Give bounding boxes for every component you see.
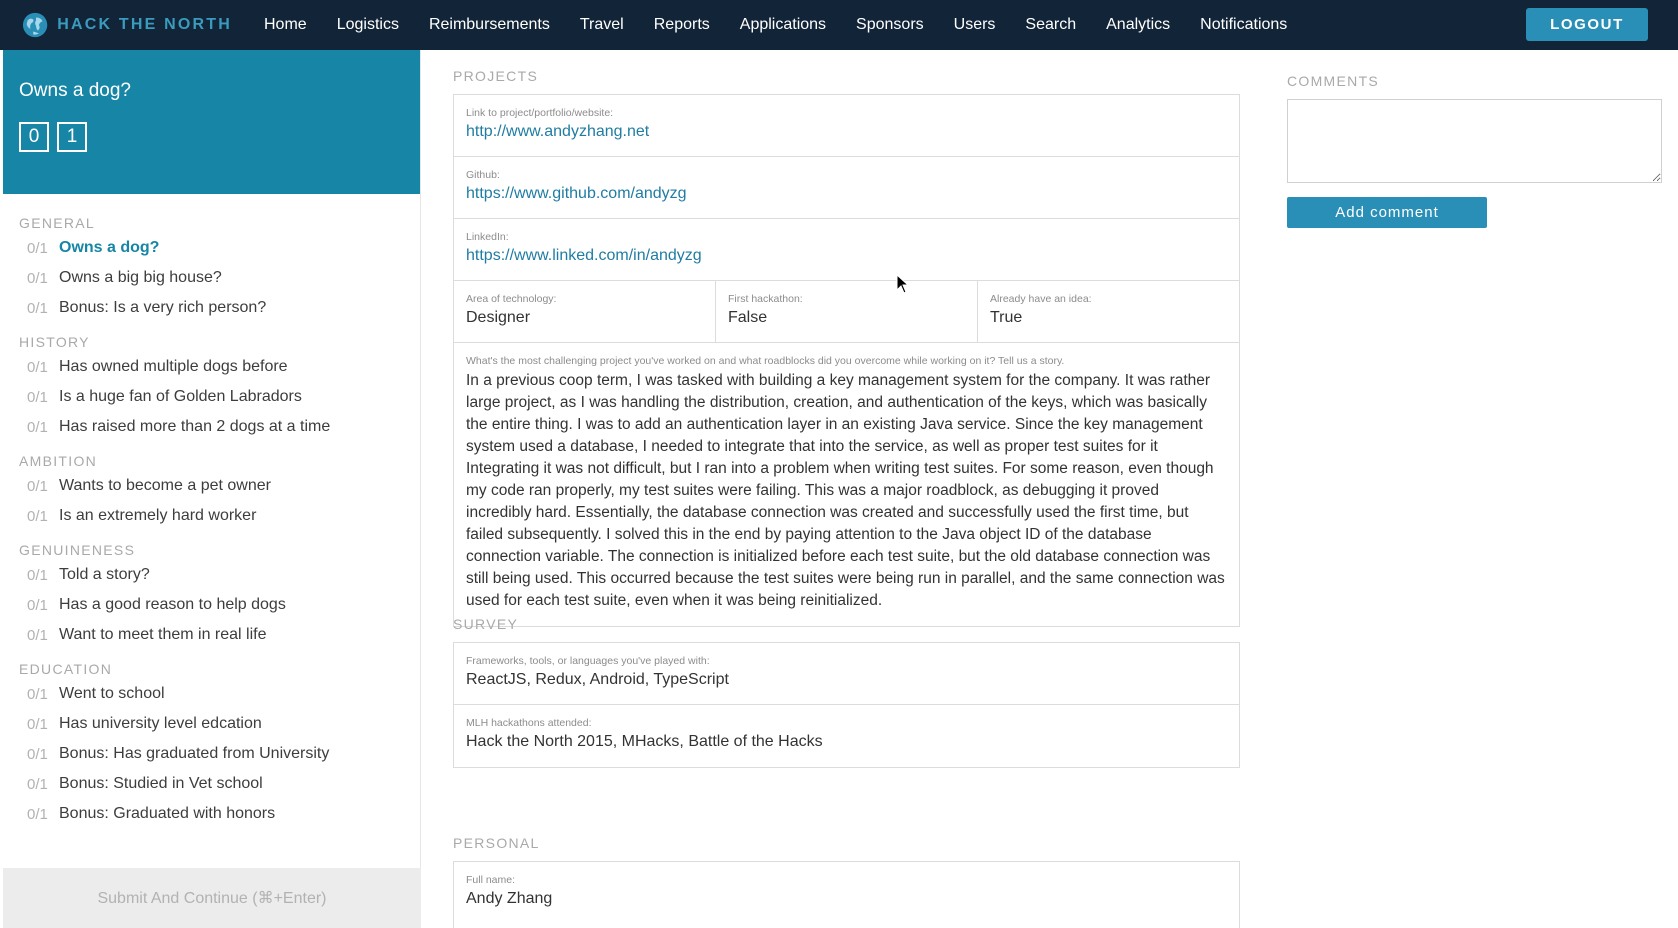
criterion-label: Went to school	[59, 685, 165, 702]
criterion-item[interactable]	[27, 560, 420, 590]
field-label: What's the most challenging project you've worked on and what roadblocks did you overcome while working on it? Tell us a story.	[466, 355, 1065, 367]
nav-analytics[interactable]: Analytics	[1106, 16, 1171, 33]
section-label-projects: PROJECTS	[453, 68, 539, 84]
mouse-pointer-icon	[896, 274, 910, 294]
criterion-label: Has a good reason to help dogs	[59, 596, 286, 613]
criterion-label: Owns a dog?	[59, 239, 160, 256]
field-label: LinkedIn:	[466, 231, 509, 243]
criterion-score: 0/1	[27, 358, 48, 376]
criterion-score: 0/1	[27, 477, 48, 495]
submit-and-continue-button[interactable]: Submit And Continue (⌘+Enter)	[3, 868, 421, 928]
linkedin-link[interactable]: https://www.linked.com/in/andyzg	[466, 247, 702, 264]
mlh-hackathons-field	[454, 705, 1239, 767]
criterion-label: Bonus: Is a very rich person?	[59, 299, 267, 316]
criterion-score: 0/1	[27, 388, 48, 406]
area-of-technology-field	[454, 281, 716, 342]
score-option-1[interactable]: 1	[57, 122, 87, 152]
brand[interactable]	[22, 11, 232, 39]
github-field	[454, 157, 1239, 219]
criterion-label: Bonus: Has graduated from University	[59, 745, 330, 762]
criterion-score: 0/1	[27, 507, 48, 525]
nav-travel[interactable]: Travel	[579, 16, 624, 33]
score-options	[19, 122, 404, 152]
current-criterion-title: Owns a dog?	[19, 80, 131, 101]
field-label: MLH hackathons attended:	[466, 717, 592, 729]
field-label: Area of technology:	[466, 293, 557, 305]
application-details	[453, 50, 1241, 928]
comment-textarea[interactable]	[1287, 99, 1662, 183]
criterion-score: 0/1	[27, 269, 48, 287]
field-label: Full name:	[466, 874, 516, 886]
criterion-score: 0/1	[27, 775, 48, 793]
criterion-item[interactable]	[27, 352, 420, 382]
github-link[interactable]: https://www.github.com/andyzg	[466, 185, 687, 202]
criterion-label: Is a huge fan of Golden Labradors	[59, 388, 302, 405]
criterion-item[interactable]	[27, 471, 420, 501]
field-value: False	[728, 309, 768, 326]
criterion-item[interactable]	[27, 679, 420, 709]
field-label: Github:	[466, 169, 500, 181]
criterion-label: Is an extremely hard worker	[59, 507, 257, 524]
criterion-item[interactable]	[27, 293, 420, 323]
frameworks-field	[454, 643, 1239, 705]
criterion-item[interactable]	[27, 501, 420, 531]
nav-notifications[interactable]: Notifications	[1200, 16, 1288, 33]
first-hackathon-field	[716, 281, 978, 342]
full-name-field	[454, 862, 1239, 924]
nav-search[interactable]: Search	[1025, 16, 1077, 33]
criterion-label: Want to meet them in real life	[59, 626, 267, 643]
tech-info-row	[454, 281, 1239, 343]
add-comment-button[interactable]: Add comment	[1287, 197, 1487, 228]
personal-card	[453, 861, 1240, 928]
criterion-item[interactable]	[27, 709, 420, 739]
challenging-project-field	[454, 343, 1239, 626]
criterion-score: 0/1	[27, 566, 48, 584]
nav-applications[interactable]: Applications	[739, 16, 827, 33]
current-criterion-panel	[3, 50, 420, 194]
logout-button[interactable]: LOGOUT	[1526, 8, 1648, 41]
criterion-item[interactable]	[27, 799, 420, 829]
criterion-score: 0/1	[27, 715, 48, 733]
field-value: ReactJS, Redux, Android, TypeScript	[466, 671, 729, 688]
section-title-ambition: AMBITION	[19, 453, 98, 469]
nav-users[interactable]: Users	[953, 16, 996, 33]
section-title-history: HISTORY	[19, 334, 90, 350]
projects-card	[453, 94, 1240, 627]
criteria-sidebar	[3, 50, 421, 928]
criterion-item[interactable]	[27, 590, 420, 620]
section-label-personal: PERSONAL	[453, 835, 540, 851]
criterion-score: 0/1	[27, 685, 48, 703]
section-title-general: GENERAL	[19, 215, 96, 231]
criterion-item[interactable]	[27, 620, 420, 650]
field-value: Andy Zhang	[466, 890, 553, 907]
brand-name: HACK THE NORTH	[57, 16, 232, 33]
nav-reimbursements[interactable]: Reimbursements	[428, 16, 550, 33]
criterion-label: Wants to become a pet owner	[59, 477, 271, 494]
section-title-genuineness: GENUINENESS	[19, 542, 136, 558]
section-title-education: EDUCATION	[19, 661, 113, 677]
field-label: Frameworks, tools, or languages you've played with:	[466, 655, 710, 667]
criterion-item[interactable]	[27, 263, 420, 293]
nav-home[interactable]: Home	[264, 16, 307, 33]
story-text: In a previous coop term, I was tasked with building a key management system for the company. It was rather large project, as I was handling the distribution, creation, and authentication of the keys, which was basically the entire thing. I was to add an authentication layer in an existing Java service. Since the key management system used a database, I needed to integrate that into the service, as well as proper test suites for it Integrating it was not difficult, but I ran into a problem when writing test suites. For some reason, even though my code ran properly, my test suites were failing. This was a major roadblock, as debugging it proved incredibly hard. Essentially, the database connection was created and successfully used the first time, but failed subsequently. I solved this in the end by paying attention to the Java object ID of the database connection variable. The connection is initialized before each test suite, but the old database connection was still being used. This occurred because the test suites were being run in parallel, and the same connection was used for each test suite, even when it was being reinitialized.	[466, 372, 1225, 609]
field-label: First hackathon:	[728, 293, 803, 305]
criterion-score: 0/1	[27, 299, 48, 317]
field-label: Link to project/portfolio/website:	[466, 107, 614, 119]
score-option-0[interactable]: 0	[19, 122, 49, 152]
criterion-score: 0/1	[27, 596, 48, 614]
survey-card	[453, 642, 1240, 768]
nav-logistics[interactable]: Logistics	[336, 16, 399, 33]
criterion-label: Has raised more than 2 dogs at a time	[59, 418, 331, 435]
criterion-score: 0/1	[27, 626, 48, 644]
criterion-item[interactable]	[27, 233, 420, 263]
nav-links	[264, 16, 1317, 34]
criterion-label: Bonus: Studied in Vet school	[59, 775, 263, 792]
criterion-label: Has university level edcation	[59, 715, 262, 732]
website-field	[454, 95, 1239, 157]
comments-label: COMMENTS	[1287, 73, 1380, 89]
criterion-score: 0/1	[27, 745, 48, 763]
criterion-score: 0/1	[27, 805, 48, 823]
nav-sponsors[interactable]: Sponsors	[856, 16, 924, 33]
field-value: Designer	[466, 309, 531, 326]
linkedin-field	[454, 219, 1239, 281]
criterion-score: 0/1	[27, 239, 48, 257]
criterion-label: Owns a big big house?	[59, 269, 222, 286]
criterion-score: 0/1	[27, 418, 48, 436]
field-value: True	[990, 309, 1023, 326]
field-value: Hack the North 2015, MHacks, Battle of the Hacks	[466, 733, 823, 750]
criterion-item[interactable]	[27, 739, 420, 769]
criterion-label: Has owned multiple dogs before	[59, 358, 288, 375]
criterion-item[interactable]	[27, 412, 420, 442]
field-label: Already have an idea:	[990, 293, 1092, 305]
top-nav	[0, 0, 1678, 50]
globe-icon	[22, 11, 48, 39]
has-idea-field	[978, 281, 1239, 342]
criterion-label: Bonus: Graduated with honors	[59, 805, 276, 822]
criterion-label: Told a story?	[59, 566, 150, 583]
nav-reports[interactable]: Reports	[653, 16, 710, 33]
website-link[interactable]: http://www.andyzhang.net	[466, 123, 650, 140]
criterion-item[interactable]	[27, 769, 420, 799]
criteria-list	[3, 194, 420, 829]
section-label-survey: SURVEY	[453, 616, 519, 632]
criterion-item[interactable]	[27, 382, 420, 412]
